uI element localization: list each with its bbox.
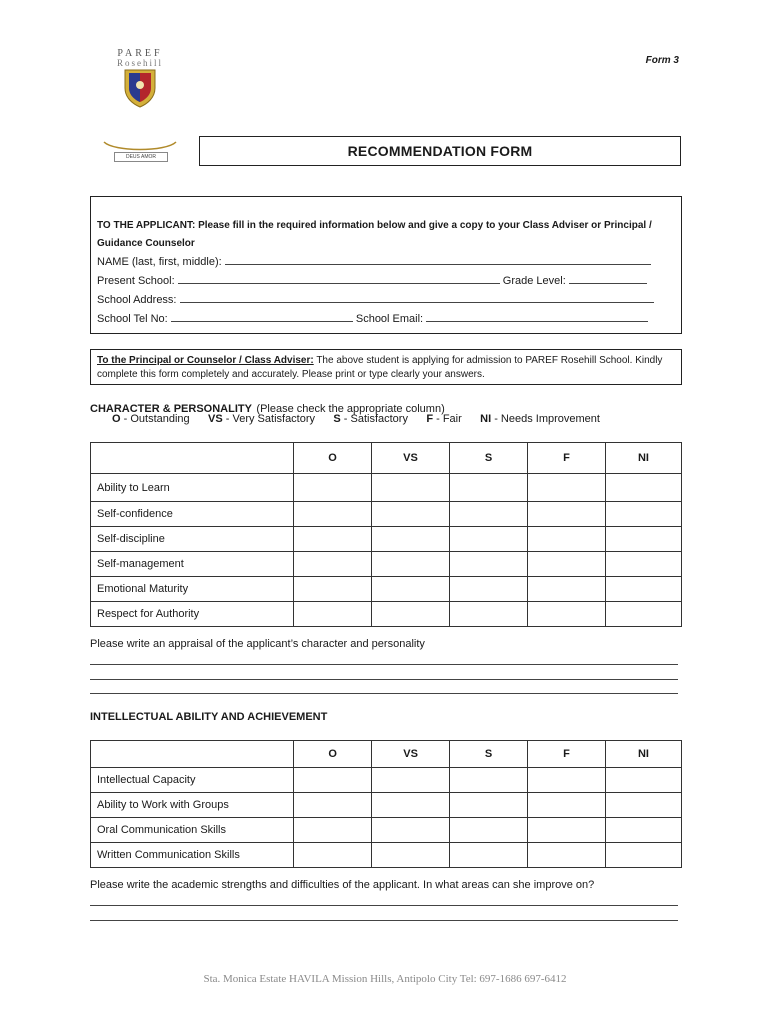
address-row: [97, 292, 654, 306]
table-row: [91, 474, 682, 502]
rating-cell[interactable]: [372, 793, 450, 818]
character-heading: CHARACTER & PERSONALITY: [90, 403, 252, 415]
legend-code: F: [426, 413, 434, 425]
rating-cell[interactable]: [605, 552, 681, 577]
rating-cell[interactable]: [372, 843, 450, 868]
school-row: [97, 273, 647, 287]
legend-text: - Needs Improvement: [494, 413, 600, 425]
rating-cell[interactable]: [372, 818, 450, 843]
col-header: VS: [372, 741, 450, 768]
rating-cell[interactable]: [294, 552, 372, 577]
page-title: RECOMMENDATION FORM: [199, 136, 681, 166]
logo-campus: Rosehill: [116, 58, 163, 68]
row-label: Self-discipline: [91, 527, 294, 552]
table-header-row: [91, 741, 682, 768]
rating-cell[interactable]: [294, 502, 372, 527]
rating-cell[interactable]: [371, 552, 449, 577]
rating-cell[interactable]: [450, 527, 528, 552]
rating-cell[interactable]: [605, 818, 681, 843]
rating-cell[interactable]: [450, 768, 528, 793]
rating-cell[interactable]: [528, 502, 606, 527]
character-prompt: Please write an appraisal of the applicant’s character and personality: [90, 638, 425, 650]
table-row: [91, 577, 682, 602]
row-label: Emotional Maturity: [91, 577, 294, 602]
blank-header: [91, 741, 294, 768]
rating-cell[interactable]: [450, 602, 528, 627]
col-header: NI: [605, 741, 681, 768]
rating-cell[interactable]: [450, 818, 528, 843]
contact-row: [97, 311, 648, 325]
table-row: [91, 602, 682, 627]
strengths-line[interactable]: [90, 905, 678, 906]
table-row: [91, 768, 682, 793]
rating-cell[interactable]: [371, 602, 449, 627]
rating-cell[interactable]: [371, 577, 449, 602]
table-row: [91, 552, 682, 577]
table-header-row: [91, 443, 682, 474]
legend-text: - Satisfactory: [343, 413, 408, 425]
rating-cell[interactable]: [294, 474, 372, 502]
rating-cell[interactable]: [605, 527, 681, 552]
principal-heading: To the Principal or Counselor / Class Adviser:: [97, 355, 314, 366]
legend-code: S: [333, 413, 341, 425]
rating-cell[interactable]: [450, 502, 528, 527]
appraisal-line[interactable]: [90, 679, 678, 680]
rating-cell[interactable]: [605, 577, 681, 602]
row-label: Ability to Learn: [91, 474, 294, 502]
row-label: Intellectual Capacity: [91, 768, 294, 793]
principal-text: The above student is applying for admission to PAREF Rosehill School. Kindly complete this form completely and accurately. Please print or type clearly your answers.: [97, 355, 663, 380]
rating-cell[interactable]: [450, 843, 528, 868]
email-label: School Email:: [355, 313, 424, 325]
applicant-intro: TO THE APPLICANT: Please fill in the required information below and give a copy to your Class Adviser or Principal / Guidance Counselor: [97, 220, 652, 249]
blank-header: [91, 443, 294, 474]
rating-cell[interactable]: [605, 768, 681, 793]
name-label: NAME (last, first, middle):: [97, 256, 222, 268]
col-header: S: [450, 443, 528, 474]
rating-cell[interactable]: [605, 793, 681, 818]
col-header: VS: [371, 443, 449, 474]
row-label: Oral Communication Skills: [91, 818, 294, 843]
crest-icon: [123, 68, 157, 108]
col-header: O: [294, 443, 372, 474]
rating-cell[interactable]: [294, 602, 372, 627]
table-row: [91, 818, 682, 843]
rating-cell[interactable]: [371, 527, 449, 552]
rating-cell[interactable]: [294, 793, 372, 818]
rating-cell[interactable]: [294, 527, 372, 552]
legend-code: O: [112, 413, 121, 425]
legend-code: VS: [208, 413, 223, 425]
rating-cell[interactable]: [605, 602, 681, 627]
rating-cell[interactable]: [528, 818, 606, 843]
rating-cell[interactable]: [372, 768, 450, 793]
rating-cell[interactable]: [605, 843, 681, 868]
rating-legend: [112, 413, 600, 425]
form-number: Form 3: [645, 55, 679, 66]
rating-cell[interactable]: [528, 768, 606, 793]
strengths-line[interactable]: [90, 920, 678, 921]
table-row: [91, 843, 682, 868]
table-row: [91, 527, 682, 552]
grade-field[interactable]: [569, 273, 647, 284]
col-header: S: [450, 741, 528, 768]
address-label: School Address:: [97, 294, 177, 306]
col-header: O: [294, 741, 372, 768]
tel-field[interactable]: [171, 311, 353, 322]
col-header: NI: [605, 443, 681, 474]
row-label: Self-confidence: [91, 502, 294, 527]
rating-cell[interactable]: [294, 768, 372, 793]
row-label: Ability to Work with Groups: [91, 793, 294, 818]
legend-text: - Outstanding: [123, 413, 190, 425]
intellectual-table: [90, 740, 682, 868]
table-row: [91, 502, 682, 527]
rating-cell[interactable]: [528, 793, 606, 818]
rating-cell[interactable]: [371, 474, 449, 502]
logo-name: PAREF: [117, 48, 163, 59]
row-label: Respect for Authority: [91, 602, 294, 627]
rating-cell[interactable]: [605, 502, 681, 527]
applicant-section: [90, 196, 682, 334]
rating-cell[interactable]: [450, 793, 528, 818]
character-instruction: (Please check the appropriate column): [256, 403, 445, 415]
col-header: F: [528, 443, 606, 474]
rating-cell[interactable]: [605, 474, 681, 502]
logo-motto: DEUS AMOR: [114, 152, 168, 162]
footer-address: Sta. Monica Estate HAVILA Mission Hills, Antipolo City Tel: 697-1686 697-6412: [203, 973, 567, 985]
rating-cell[interactable]: [528, 527, 606, 552]
col-header: F: [528, 741, 606, 768]
legend-text: - Very Satisfactory: [225, 413, 316, 425]
rating-cell[interactable]: [528, 474, 606, 502]
rating-cell[interactable]: [528, 552, 606, 577]
table-row: [91, 793, 682, 818]
rating-cell[interactable]: [528, 602, 606, 627]
rating-cell[interactable]: [450, 577, 528, 602]
school-label: Present School:: [97, 275, 175, 287]
legend-text: - Fair: [436, 413, 462, 425]
name-row: [97, 254, 651, 268]
school-logo: [100, 44, 180, 160]
grade-label: Grade Level:: [502, 275, 566, 287]
principal-section: [90, 349, 682, 385]
school-field[interactable]: [178, 273, 500, 284]
row-label: Self-management: [91, 552, 294, 577]
rating-cell[interactable]: [528, 577, 606, 602]
email-field[interactable]: [426, 311, 648, 322]
appraisal-line[interactable]: [90, 664, 678, 665]
rating-cell[interactable]: [450, 552, 528, 577]
character-table: [90, 442, 682, 627]
address-field[interactable]: [180, 292, 654, 303]
rating-cell[interactable]: [371, 502, 449, 527]
appraisal-line[interactable]: [90, 693, 678, 694]
row-label: Written Communication Skills: [91, 843, 294, 868]
intellectual-prompt: Please write the academic strengths and difficulties of the applicant. In what areas can she improve on?: [90, 879, 595, 891]
rating-cell[interactable]: [294, 577, 372, 602]
rating-cell[interactable]: [294, 843, 372, 868]
rating-cell[interactable]: [528, 843, 606, 868]
rating-cell[interactable]: [294, 818, 372, 843]
intellectual-heading: INTELLECTUAL ABILITY AND ACHIEVEMENT: [90, 711, 328, 723]
name-field[interactable]: [225, 254, 651, 265]
tel-label: School Tel No:: [97, 313, 168, 325]
legend-code: NI: [480, 413, 492, 425]
rating-cell[interactable]: [450, 474, 528, 502]
